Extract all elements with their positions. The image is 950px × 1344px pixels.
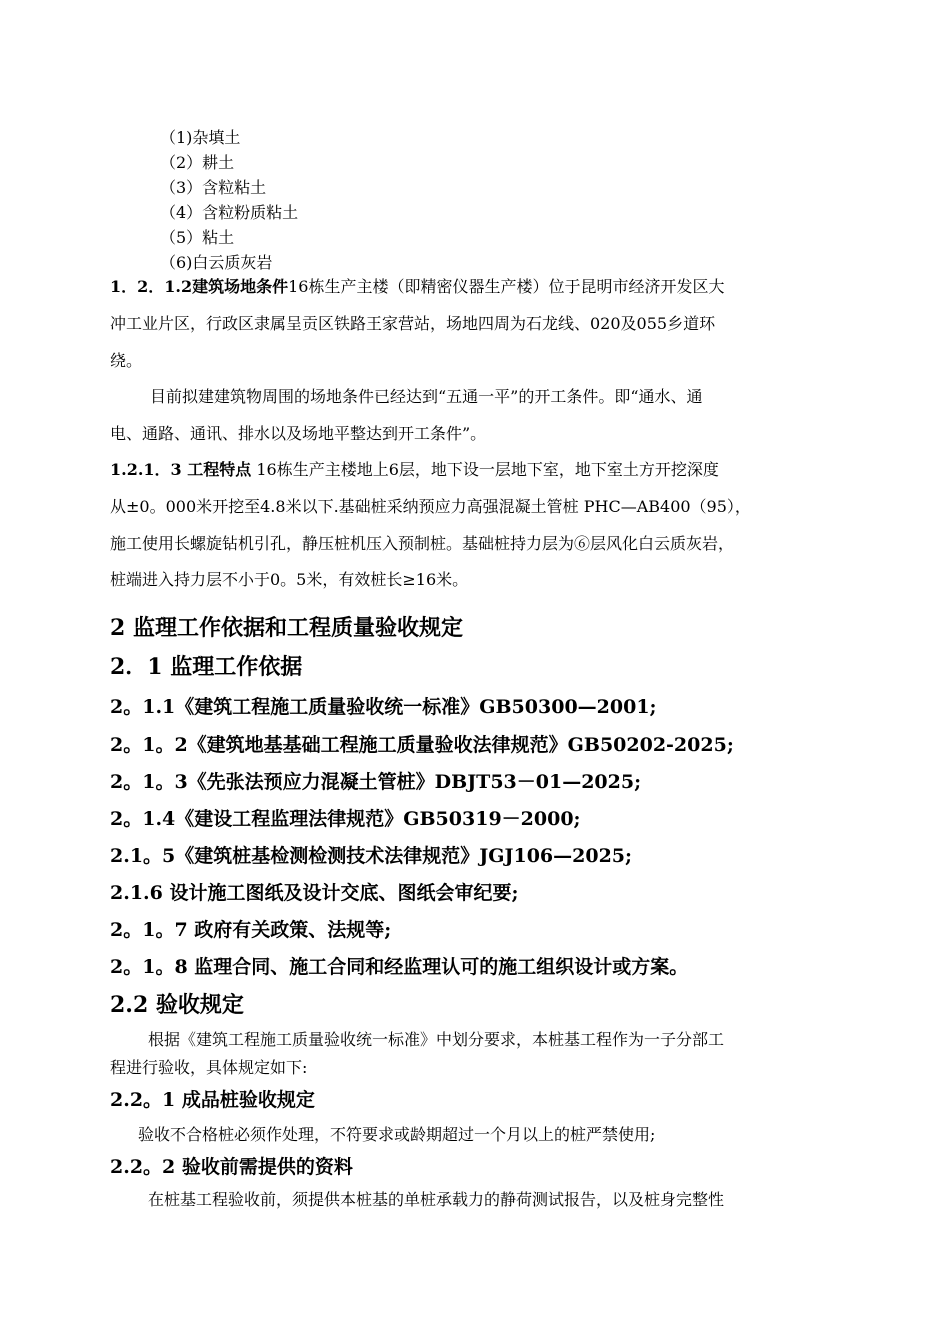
- features-line: [110, 457, 719, 480]
- site-conditions-line: [110, 274, 724, 297]
- section-title: 2 监理工作依据和工程质量验收规定: [110, 615, 463, 641]
- subsection-title: 2．1 监理工作依据: [110, 654, 303, 680]
- features-line: 桩端进入持力层不小于0。5米，有效桩长≥16米。: [110, 570, 469, 589]
- basis-item: 2。1.1《建筑工程施工质量验收统一标准》GB50300—2001;: [110, 696, 657, 718]
- basis-item: 2。1。7 政府有关政策、法规等;: [110, 919, 392, 941]
- basis-item: 2.1。5《建筑桩基检测检测技术法律规范》JGJ106—2025;: [110, 845, 633, 867]
- subsection-title: 2.2 验收规定: [110, 992, 244, 1018]
- basis-item: 2。1.4《建设工程监理法律规范》GB50319－2000;: [110, 808, 581, 830]
- soil-item: （3）含粒粘土: [160, 178, 267, 197]
- site-conditions-text: 16栋生产主楼（即精密仪器生产楼）位于昆明市经济开发区大: [288, 277, 725, 296]
- soil-item: （1)杂填土: [160, 128, 241, 147]
- clause-heading: 2.2。2 验收前需提供的资料: [110, 1156, 353, 1178]
- clause-text: 验收不合格桩必须作处理，不符要求或龄期超过一个月以上的桩严禁使用;: [138, 1125, 656, 1144]
- soil-item: （2）耕土: [160, 153, 235, 172]
- basis-item: 2.1.6 设计施工图纸及设计交底、图纸会审纪要;: [110, 882, 519, 904]
- acceptance-para: 程进行验收，具体规定如下:: [110, 1058, 308, 1077]
- site-conditions-line: 绕。: [110, 351, 143, 370]
- features-heading: 1.2.1．3 工程特点: [110, 460, 252, 479]
- site-conditions-para: 电、通路、通讯、排水以及场地平整达到开工条件”。: [110, 424, 487, 443]
- acceptance-para: 根据《建筑工程施工质量验收统一标准》中划分要求，本桩基工程作为一子分部工: [148, 1030, 725, 1049]
- soil-item: （6)白云质灰岩: [160, 253, 273, 272]
- soil-item: （5）粘土: [160, 228, 235, 247]
- clause-text: 在桩基工程验收前，须提供本桩基的单桩承载力的静荷测试报告，以及桩身完整性: [148, 1190, 725, 1209]
- soil-item: （4）含粒粉质粘土: [160, 203, 299, 222]
- features-line: 施工使用长螺旋钻机引孔，静压桩机压入预制桩。基础桩持力层为⑥层风化白云质灰岩，: [110, 534, 735, 553]
- basis-item: 2。1。3《先张法预应力混凝土管桩》DBJT53－01—2025;: [110, 771, 642, 793]
- features-text: 16栋生产主楼地上6层，地下设一层地下室，地下室土方开挖深度: [251, 460, 719, 479]
- site-conditions-line: 冲工业片区，行政区隶属呈贡区铁路王家营站，场地四周为石龙线、020及055乡道环: [110, 314, 716, 333]
- site-conditions-heading: 1．2．1.2建筑场地条件: [110, 277, 289, 296]
- basis-item: 2。1。8 监理合同、施工合同和经监理认可的施工组织设计或方案。: [110, 956, 689, 978]
- basis-item: 2。1。2《建筑地基基础工程施工质量验收法律规范》GB50202-2025;: [110, 734, 734, 756]
- site-conditions-para: 目前拟建建筑物周围的场地条件已经达到“五通一平”的开工条件。即“通水、通: [150, 387, 703, 406]
- features-line: 从±0。000米开挖至4.8米以下.基础桩采纳预应力高强混凝土管桩 PHC—AB400（95），: [110, 497, 751, 516]
- clause-heading: 2.2。1 成品桩验收规定: [110, 1089, 315, 1111]
